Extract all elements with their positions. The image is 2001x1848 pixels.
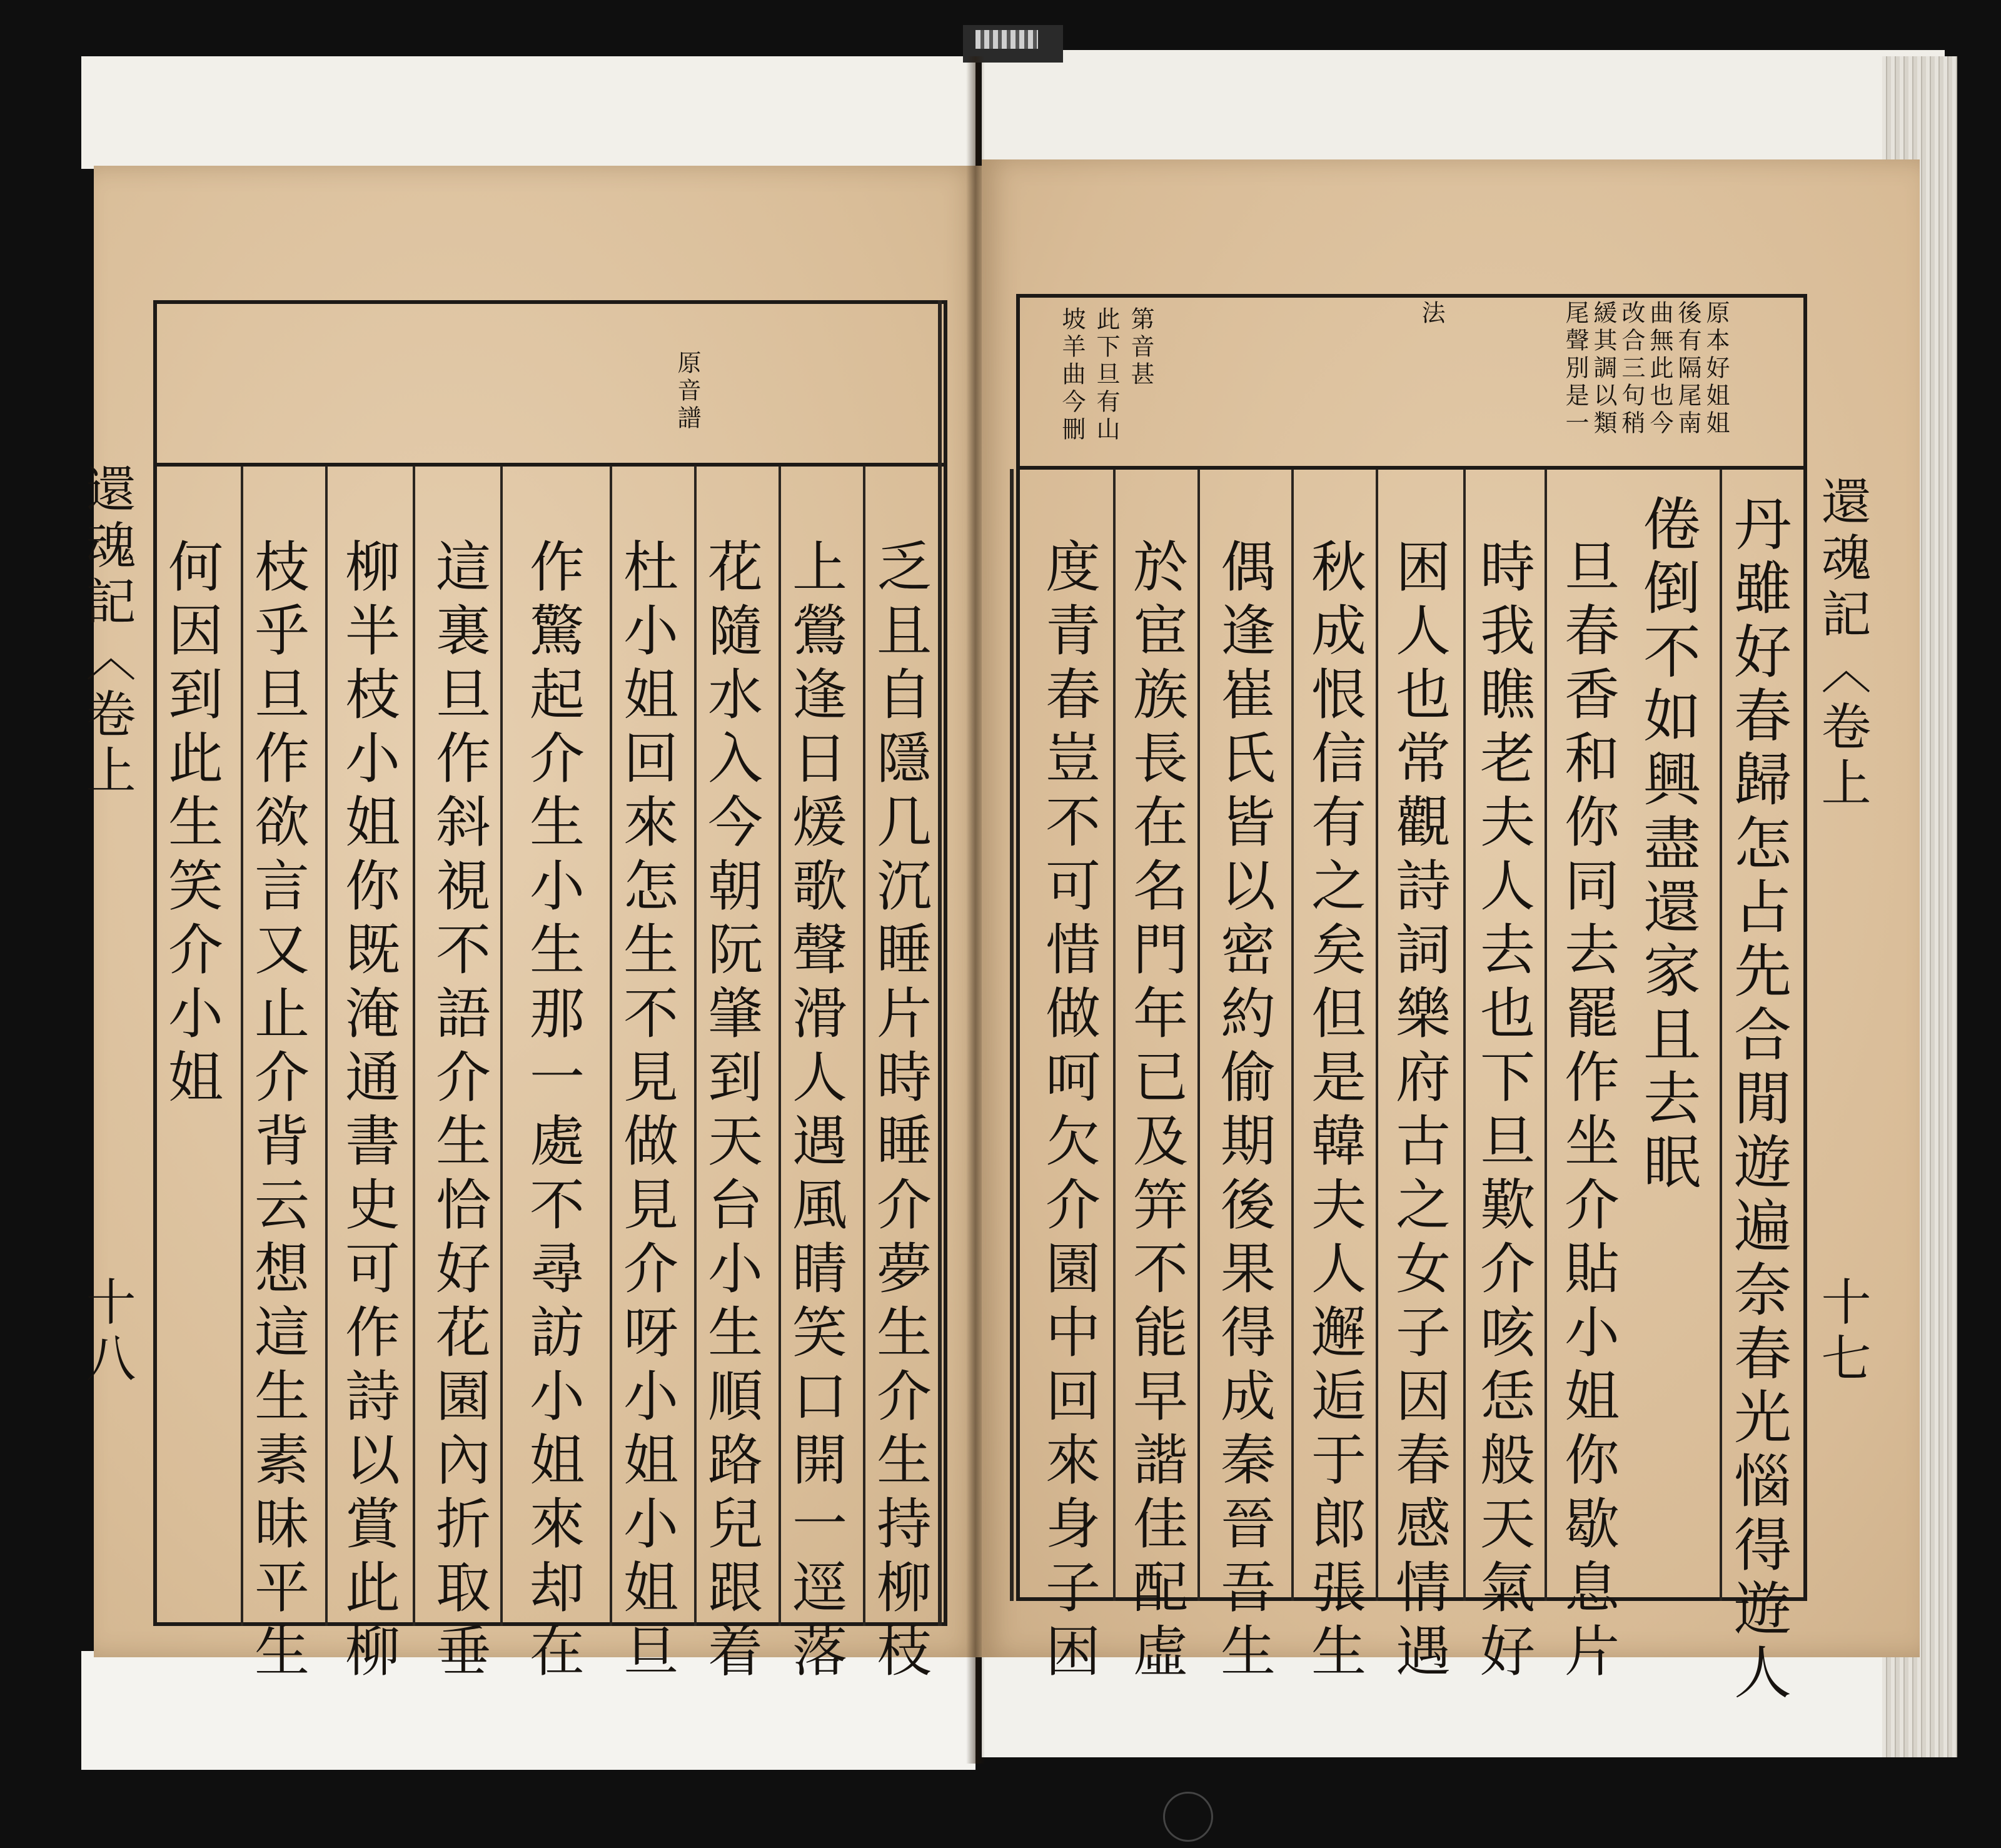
column-rule <box>1463 469 1466 1601</box>
right-header-note-4: 改合三句稍 <box>1618 300 1645 438</box>
right-column-1: 丹雖好春歸怎占先合閒遊遍奈春光惱得遊人 <box>1725 494 1792 1706</box>
right-column-6: 秋成恨信有之矣但是韓夫人邂逅于郎張生 <box>1303 538 1367 1686</box>
right-column-2: 倦倒不如興盡還家且去眠 <box>1634 494 1701 1196</box>
left-column-2: 上鶯逢日煖歌聲滑人遇風睛笑口開一逕落 <box>784 538 848 1686</box>
column-rule <box>413 466 415 1626</box>
column-rule <box>610 466 612 1626</box>
right-header-note-1: 原本好姐姐 <box>1702 300 1730 438</box>
left-column-8: 枝乎旦作欲言又止介背云想這生素昧平生 <box>246 538 310 1686</box>
right-header-note-3: 曲無此也今 <box>1646 300 1673 438</box>
left-page-number: 十八 <box>78 1276 136 1388</box>
column-rule <box>863 466 865 1626</box>
right-column-5: 困人也常觀詩詞樂府古之女子因春感情遇 <box>1387 538 1451 1686</box>
left-header-note: 原音譜 <box>673 350 701 433</box>
left-column-1: 乏且自隱几沉睡片時睡介夢生介生持柳枝 <box>868 538 932 1686</box>
left-margin-title: 還魂記〈卷上 <box>78 463 136 800</box>
right-inner-border <box>1010 469 1014 1601</box>
right-header-note-9: 此下旦有山 <box>1092 306 1120 444</box>
column-rule <box>1197 469 1200 1601</box>
column-rule <box>1545 469 1547 1601</box>
right-column-8: 於宦族長在名門年已及笄不能早諧佳配虛 <box>1124 538 1189 1686</box>
right-header-note-8: 第音甚 <box>1127 306 1154 389</box>
right-header-divider <box>1016 466 1807 470</box>
right-header-note-6: 尾聲別是一 <box>1561 300 1589 438</box>
right-column-9: 度青春豈不可惜做呵欠介園中回來身子困 <box>1037 538 1101 1686</box>
column-rule <box>241 466 243 1626</box>
left-column-3: 花隨水入今朝阮肇到天台小生順路兒跟着 <box>699 538 764 1686</box>
right-header-note-10: 坡羊曲今刪 <box>1058 306 1086 444</box>
left-column-4: 杜小姐回來怎生不見做見介呀小姐小姐旦 <box>615 538 679 1686</box>
column-rule <box>500 466 503 1626</box>
left-page-top-edge <box>81 56 975 169</box>
column-rule <box>1113 469 1116 1601</box>
column-rule <box>779 466 781 1626</box>
left-inner-border <box>938 300 942 1626</box>
right-header-note-5: 緩其調以類 <box>1590 300 1617 438</box>
column-rule <box>694 466 697 1626</box>
right-header-note-2: 後有隔尾南 <box>1674 300 1701 438</box>
left-header-divider <box>153 463 947 467</box>
left-column-7: 柳半枝小姐你既淹通書史可作詩以賞此柳 <box>336 538 401 1686</box>
right-header-note-7: 法 <box>1418 300 1445 328</box>
right-margin-title: 還魂記〈卷上 <box>1813 475 1871 813</box>
spine-thread <box>975 30 1038 49</box>
right-column-3: 旦春香和你同去罷作坐介貼小姐你歇息片 <box>1556 538 1620 1686</box>
column-rule <box>325 466 328 1626</box>
left-column-9: 何因到此生笑介小姐 <box>159 538 224 1112</box>
left-column-6: 這裏旦作斜視不語介生恰好花園內折取垂 <box>427 538 491 1686</box>
right-page-number: 十七 <box>1813 1276 1871 1388</box>
right-page-top-edge <box>982 50 1945 169</box>
library-seal-icon <box>1163 1792 1213 1842</box>
left-column-5: 作驚起介生小生那一處不尋訪小姐來却在 <box>521 538 585 1686</box>
right-column-4: 時我瞧老夫人去也下旦歎介咳恁般天氣好 <box>1471 538 1536 1686</box>
column-rule <box>1291 469 1294 1601</box>
column-rule <box>1720 469 1722 1601</box>
right-column-7: 偶逢崔氏皆以密約偷期後果得成秦晉吾生 <box>1212 538 1276 1686</box>
column-rule <box>1376 469 1378 1601</box>
